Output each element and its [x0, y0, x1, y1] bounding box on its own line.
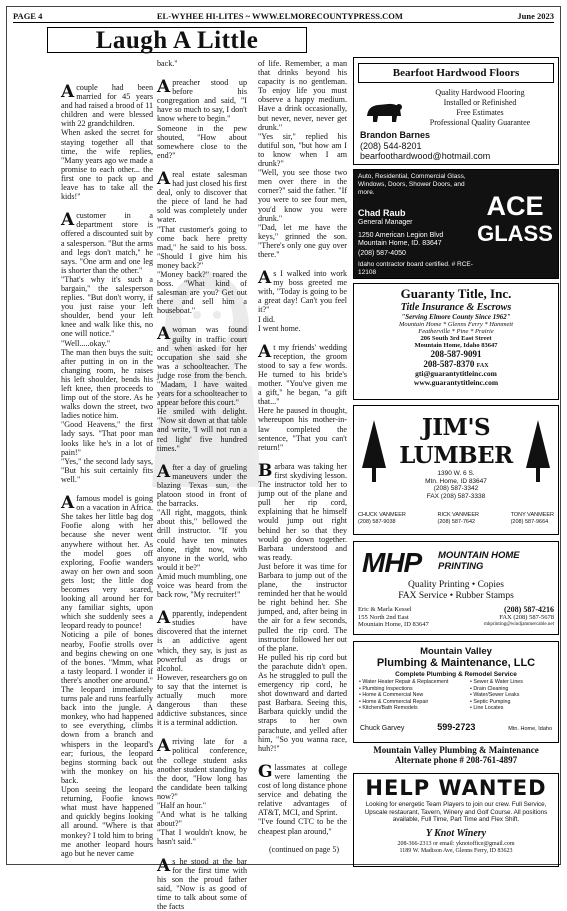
joke-text: s I walked into work my boss greeted me with, "Today is going to be a great day! Can't you feel it?"	[258, 269, 347, 314]
joke-text: arbara was taking her first skydiving lesson. The instructor told her to jump out of the plane and pull her rip cord, explaining that he himself would jump out right behind her so that they would go down together. Barbara understood and was ready.	[258, 462, 347, 562]
ad-mvpm-contact: Chuck Garvey	[360, 725, 404, 732]
ad-guaranty-email: gti@guarantytitleinc.com	[354, 369, 558, 378]
joke-text: Upon seeing the leopard returning, Foofie knows what must have happened and quickly begins looking all around. "Where is that monkey? I told him to bring me another leopard hours ago but he never came	[61, 785, 153, 858]
joke-text: "I've found CTC to be the cheapest plan around,"	[258, 817, 347, 835]
ad-mhp-name: PRINTING	[438, 561, 520, 572]
ad-mvpm-phone: 599-2723	[437, 722, 475, 732]
ad-mhp-fax: FAX (208) 587-5678	[484, 614, 554, 622]
ad-jims-person-name: RICK VANMEER	[438, 512, 479, 519]
ad-mhp-address: 155 North 2nd East	[358, 614, 429, 622]
ad-ace-services: Auto, Residential, Commercial Glass, Windows, Doors, Shower Doors, and more.	[358, 173, 468, 197]
joke-text: "Half an hour."	[157, 801, 206, 810]
ad-guaranty-towns: Mountain Home * Glenns Ferry * Hammett	[354, 321, 558, 328]
joke-text: When asked the secret for staying together all that time, the wife replies, "Many years ago we made a promise to each other... the first one to pack up and leave has to take all the kids!"	[61, 128, 153, 201]
joke-paragraph	[61, 339, 153, 348]
joke-paragraph	[258, 223, 347, 259]
ad-mvpm-service: • Drain Cleaning	[470, 686, 523, 693]
joke-start-paragraph	[258, 462, 347, 562]
jokes-column-2	[157, 59, 247, 911]
page-header	[13, 11, 554, 23]
bear-icon	[364, 96, 404, 124]
joke-paragraph	[258, 324, 347, 333]
ad-mhp-logo: MHP	[362, 548, 421, 578]
joke-start-paragraph	[157, 170, 247, 225]
ad-help-body: Looking for energetic Team Players to join our crew. Full Service, Upscale restaurant, Tavern, Winery and Golf Course. All positions available, Full Time, Part Time and Flex Shift.	[354, 800, 558, 825]
ad-bearfoot-name: Bearfoot Hardwood Floors	[358, 63, 554, 83]
joke-paragraph	[61, 457, 153, 484]
joke-text: "That's why it's such a bargain," the salesperson replies. "But don't worry, if you just raise your left shoulder, bend your left knee and walk like this, no one will notice."	[61, 275, 153, 339]
joke-paragraph	[61, 630, 153, 785]
ad-mvpm-service: • Septic Pumping	[470, 699, 523, 706]
ad-mvpm-alternate	[353, 745, 559, 765]
ad-jims-person-phone: (208) 587-9038	[358, 519, 406, 526]
ad-jims-name: JIM'S LUMBER	[390, 414, 522, 470]
jokes-column-3	[258, 59, 347, 836]
ad-mvpm-name: Mountain Valley	[354, 646, 558, 657]
joke-text: "Dad, let me have the keys," grinned the son. "There's only one guy over there."	[258, 223, 347, 259]
joke-paragraph	[157, 225, 247, 270]
ad-guaranty-name: Guaranty Title, Inc.	[354, 286, 558, 302]
joke-text: customer in a department store is offered a discounted suit by a salesperson. "But the arms and legs don't match," he says. "One arm and one leg is shorter than the other."	[61, 211, 153, 275]
joke-paragraph	[157, 407, 247, 452]
ad-help-contact: 208-366-2313 or email: yknotoffice@gmail.com	[354, 841, 558, 849]
joke-start-paragraph	[157, 609, 247, 673]
ad-mvpm-service: • Plumbing Inspections	[359, 686, 448, 693]
joke-text: of life. Remember, a man that drinks beyond his capacity is no gentleman. To enjoy life you must observe a happy medium. Have a drink occasionally, but never, never, never get drunk."	[258, 59, 347, 132]
ad-mvpm-service: • Water/Sewer Leaks	[470, 692, 523, 699]
joke-paragraph	[157, 673, 247, 728]
ad-mvpm-service: • Line Locates	[470, 705, 523, 712]
joke-paragraph	[258, 406, 347, 451]
jokes-column-1	[61, 83, 153, 858]
ad-mhp-name: MOUNTAIN HOME	[438, 550, 520, 561]
ad-guaranty-fax-label: FAX	[477, 363, 489, 369]
joke-text: "Yes," the second lady says, "But his suit certainly fits well."	[61, 457, 153, 484]
drop-cap: A	[157, 171, 170, 187]
joke-text: famous model is going on a vacation in Africa. She takes her little bag dog Foofie along with her because she never went anywhere without her. As the model goes off exploring, Foofie wanders away on her own and soon gets lost; the little dog becomes very scared, looking all around her for any familiar sights, upon which she suddenly sees a leopard ready to pounce!	[61, 494, 153, 630]
page-number: PAGE 4	[13, 11, 42, 22]
ad-mvpm-service: • Home & Commercial Repair	[359, 699, 448, 706]
joke-paragraph	[258, 817, 347, 835]
ad-guaranty-web: www.guarantytitleinc.com	[354, 378, 558, 387]
ad-guaranty-fax: 208-587-8370	[423, 359, 474, 369]
ad-mhp-services: FAX Service • Rubber Stamps	[354, 591, 558, 602]
drop-cap: A	[258, 270, 271, 286]
ad-mvpm-tagline: Complete Plumbing & Remodel Service	[354, 671, 558, 678]
ad-guaranty-address: 206 South 3rd East Street	[354, 335, 558, 342]
ad-bearfoot-hardwood	[353, 57, 559, 165]
drop-cap: A	[157, 610, 170, 626]
joke-text: "Good Heavens," the first lady says. "That poor man looks like he's in a lot of pain!"	[61, 420, 153, 456]
ad-guaranty-towns: Featherville * Pine * Prairie	[354, 328, 558, 335]
ad-jims-person-phone: (208) 587-9664	[511, 519, 554, 526]
joke-start-paragraph	[157, 737, 247, 801]
ad-guaranty-phone: 208-587-9091	[354, 349, 558, 359]
ad-mvpm-service: • Home & Commercial New	[359, 692, 448, 699]
ad-jims-lumber	[353, 405, 559, 535]
joke-text: fter a day of grueling maneuvers under the blazing Texas sun, the platoon stood in front of the barracks.	[157, 463, 247, 508]
ad-mountain-valley-plumbing	[353, 641, 559, 743]
joke-paragraph	[157, 124, 247, 160]
ad-jims-person-phone: (208) 587-7642	[438, 519, 479, 526]
joke-paragraph	[258, 59, 347, 132]
ad-guaranty-address: Mountain Home, Idaho 83647	[354, 342, 558, 349]
joke-text: I did.	[258, 315, 275, 324]
ad-mvpm-city: Mtn. Home, Idaho	[508, 726, 552, 732]
joke-paragraph	[61, 785, 153, 858]
ad-guaranty-since: "Serving Elmore County Since 1962"	[354, 313, 558, 321]
ad-bearfoot-lines	[406, 88, 554, 128]
joke-text: Someone in the pew shouted, "How about somewhere close to the end?"	[157, 124, 247, 160]
joke-text: I went home.	[258, 324, 300, 333]
joke-paragraph	[157, 828, 247, 846]
ad-bearfoot-line: Quality Hardwood Flooring	[406, 88, 554, 98]
ad-ace-glass	[353, 169, 559, 279]
joke-text: The man then buys the suit; after putting in on in the changing room, he raises his left shoulder, bends his left knee, then proceeds to limp out of the store. As he walks down the street, two ladies notice him.	[61, 348, 153, 421]
ad-ace-license: Idaho contractor board certified. # RCE-12108	[358, 261, 478, 276]
ad-help-address: 1189 W. Madison Ave, Glenns Ferry, ID 83623	[354, 848, 558, 856]
ad-bearfoot-contact-name: Brandon Barnes	[360, 130, 490, 141]
joke-start-paragraph	[157, 78, 247, 123]
ad-bearfoot-line: Professional Quality Guarantee	[406, 118, 554, 128]
joke-paragraph	[258, 315, 347, 324]
ad-jims-address: Mtn. Home, ID 83647	[390, 478, 522, 486]
joke-paragraph	[61, 128, 153, 201]
joke-start-paragraph	[61, 211, 153, 275]
joke-text: "All right, maggots, think about this," bellowed the drill instructor. "If you could have ten minutes alone, right now, with anyone in the world, who would it be?"	[157, 508, 247, 572]
joke-start-paragraph	[258, 269, 347, 314]
ad-bearfoot-line: Installed or Refinished	[406, 98, 554, 108]
joke-paragraph	[157, 572, 247, 599]
ad-bearfoot-phone: (208) 544-8201	[360, 141, 490, 152]
ad-mhp-email: mhprinting@windjammercable.net	[484, 621, 554, 629]
ad-mhp-address: Mountain Home, ID 83647	[358, 621, 429, 629]
drop-cap: A	[61, 495, 74, 511]
joke-paragraph	[258, 653, 347, 753]
joke-text: "That customer's going to come back here pretty mad," he said to his boss. "Should I give him his money back?"	[157, 225, 247, 270]
joke-start-paragraph	[157, 325, 247, 407]
ad-mhp-owners: Eric & Marla Kessel	[358, 606, 429, 614]
joke-text: woman was found guilty in traffic court and when asked for her occupation she said she was a schoolteacher. The judge rose from the bench. "Madam, I have waited years for a schoolteacher to appear before this court."	[157, 325, 247, 407]
joke-text: t my friends' wedding reception, the groom stood to say a few words. He turned to his bride's mother. "You've given me a gift," he began, "a gift that..."	[258, 343, 347, 407]
ad-mvpm-alt-line: Mountain Valley Plumbing & Maintenance	[353, 745, 559, 755]
ad-jims-address: 1390 W. 6 S.	[390, 470, 522, 478]
ad-mhp-services: Quality Printing • Copies	[354, 580, 558, 591]
joke-paragraph	[258, 168, 347, 223]
pine-tree-icon	[524, 418, 552, 484]
joke-text: Just before it was time for Barbara to jump out of the plane, the instructor reminded her that he would be right behind her. She jumped, and, after being in the air for a few seconds, pulled the rip cord. The instructor followed her out of the plane.	[258, 562, 347, 653]
joke-text: He pulled his rip cord but the parachute didn't open. As he struggled to pull the emergency rip cord, he shot downward and darted past Barbara. Seeing this, Barbara quickly undid the straps to her own parachute, and yelled after him, "So you wanna race, huh?!"	[258, 653, 347, 753]
joke-paragraph	[258, 132, 347, 168]
joke-text: real estate salesman had just closed his first deal, only to discover that the piece of land he had sold was completely under water.	[157, 170, 247, 224]
masthead: EL-WYHEE HI-LITES ~ WWW.ELMORECOUNTYPRESS.COM	[157, 11, 403, 22]
issue-date: June 2023	[517, 11, 554, 22]
joke-text: s he stood at the bar for the first time with his son the proud father said, "Now is as good of time to talk about some of the facts	[157, 857, 247, 911]
joke-text: "Well, you see those two men over there in the corner?" said the father. "If you were to see four men, you'd know you were drunk."	[258, 168, 347, 222]
joke-text: However, researchers go on to say that the internet is actually much more dangerous than these addictive substances, since it is a terminal addiction.	[157, 673, 247, 727]
ad-ace-address: 1250 American Legion Blvd Mountain Home, ID. 83647	[358, 232, 470, 248]
drop-cap: A	[157, 79, 170, 95]
joke-start-paragraph	[258, 343, 347, 407]
joke-start-paragraph	[61, 494, 153, 630]
section-title: Laugh A Little	[47, 27, 307, 53]
ad-jims-person-name: CHUCK VANMEER	[358, 512, 406, 519]
ad-bearfoot-email: bearfoothardwood@hotmail.com	[360, 151, 490, 162]
joke-text: "And what is he talking about?"	[157, 810, 247, 828]
ad-jims-person-name: TONY VANMEER	[511, 512, 554, 519]
joke-text: "That I wouldn't know, he hasn't said."	[157, 828, 247, 846]
ad-mhp-phone: (208) 587-4216	[484, 606, 554, 614]
joke-start-paragraph	[157, 857, 247, 911]
continued-note: (continued on page 5)	[269, 845, 339, 854]
drop-cap: A	[258, 344, 271, 360]
pine-tree-icon	[360, 418, 388, 484]
ad-ace-phone: (208) 587-4050	[358, 250, 406, 257]
ad-mvpm-alt-line: Alternate phone # 208-761-4897	[353, 755, 559, 765]
drop-cap: A	[157, 858, 170, 874]
joke-paragraph	[258, 562, 347, 653]
joke-paragraph	[157, 270, 247, 315]
joke-paragraph	[157, 59, 247, 68]
drop-cap: A	[61, 212, 74, 228]
joke-start-paragraph	[258, 763, 347, 818]
drop-cap: A	[157, 326, 170, 342]
ad-guaranty-sub: Title Insurance & Escrows	[354, 302, 558, 313]
ad-jims-people	[358, 512, 554, 526]
drop-cap: G	[258, 764, 273, 780]
joke-text: Here he paused in thought, whereupon his mother-in-law completed the sentence, "That you can't return!"	[258, 406, 347, 451]
ad-mvpm-service: • Water Heater Repair & Replacement	[359, 679, 448, 686]
newspaper-page	[6, 6, 561, 865]
joke-paragraph	[157, 508, 247, 572]
joke-text: lassmates at college were lamenting the cost of long distance phone service and debating the relative advantages of AT&T, MCI, and Sprint.	[258, 763, 347, 817]
ad-mvpm-name: Plumbing & Maintenance, LLC	[354, 657, 558, 669]
ad-guaranty-title	[353, 283, 559, 400]
drop-cap: B	[258, 463, 272, 479]
joke-paragraph	[157, 810, 247, 828]
joke-text: Amid much mumbling, one voice was heard from the back row, "My recruiter!"	[157, 572, 247, 599]
joke-text: Noticing a pile of bones nearby, Foofie strolls over and begins chewing on one of the bones. "Mmm, what a tasty leopard. I wonder if there's another one around." The leopard immediately turns pale and runs fearfully back into the jungle. A monkey, who had happened to see everything, climbs down from a branch and whispers in the leopard's ear; furious, the leopard begins storming back out with the monkey on his back.	[61, 630, 153, 785]
joke-text: couple had been married for 45 years and had raised a brood of 11 children and were blessed with 22 grandchildren.	[61, 83, 153, 128]
joke-text: "Yes sir," replied his dutiful son, "but how am I to know when I am drunk?"	[258, 132, 347, 168]
joke-paragraph	[61, 348, 153, 421]
ad-ace-contact-title: General Manager	[358, 219, 412, 226]
joke-paragraph	[61, 420, 153, 456]
joke-text: "Well.....okay."	[61, 339, 110, 348]
ad-mvpm-service: • Sewer & Water Lines	[470, 679, 523, 686]
ad-jims-fax: FAX (208) 587-3338	[390, 493, 522, 501]
ad-help-heading: HELP WANTED	[354, 776, 558, 800]
joke-start-paragraph	[157, 463, 247, 508]
joke-text: He smiled with delight. "Now sit down at that table and write, 'I will not run a red light' five hundred times."	[157, 407, 247, 452]
drop-cap: A	[157, 464, 170, 480]
joke-text: "Money back?" roared the boss. "What kind of salesman are you? Get out there and sell him a houseboat."	[157, 270, 247, 315]
ad-mountain-home-printing	[353, 541, 559, 635]
joke-text: rriving late for a political conference, the college student asks another student standing by the door, "How long has the candidate been talking now?"	[157, 737, 247, 801]
joke-paragraph	[61, 275, 153, 339]
ad-ace-logo-word2: GLASS	[474, 222, 556, 246]
ad-help-wanted	[353, 773, 559, 867]
ad-help-winery: Y Knot Winery	[354, 828, 558, 839]
ad-ace-logo-word1: ACE	[474, 192, 556, 220]
ad-mvpm-service: • Kitchen/Bath Remodels	[359, 705, 448, 712]
drop-cap: A	[61, 84, 74, 100]
joke-paragraph	[157, 801, 247, 810]
ad-bearfoot-line: Free Estimates	[406, 108, 554, 118]
joke-text: back."	[157, 59, 178, 68]
drop-cap: A	[157, 738, 170, 754]
ad-ace-contact-name: Chad Raub	[358, 208, 406, 218]
joke-text: pparently, independent studies have discovered that the internet is an addictive agent which, they say, is just as powerful as drugs or alcohol.	[157, 609, 247, 673]
joke-text: preacher stood up before his congregation and said, "I have so much to say, I don't know where to begin."	[157, 78, 247, 123]
ad-bearfoot-contact	[360, 130, 490, 162]
joke-start-paragraph	[61, 83, 153, 128]
ad-jims-phone: (208) 587-3342	[390, 485, 522, 493]
